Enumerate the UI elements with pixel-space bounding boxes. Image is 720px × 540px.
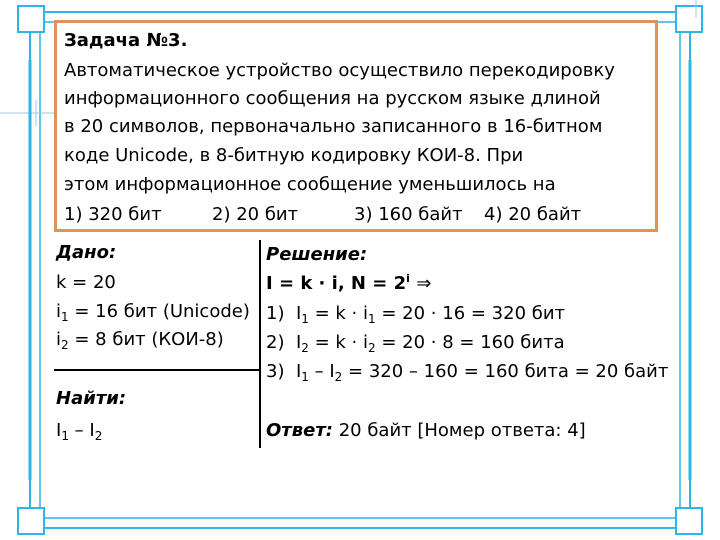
solution-formula: I = k · i, $N = 2^i$ ⇒ <box>266 272 432 294</box>
answer-text: 20 байт [Номер ответа: 4] <box>332 420 586 441</box>
given-k: k = 20 <box>56 272 116 293</box>
given-heading: Дано: <box>56 242 117 263</box>
task-line-5: этом информационное сообщение уменьшилось на <box>64 174 556 195</box>
task-title: Задача №3. <box>64 30 188 51</box>
given-i2: $i_2 = 8$ бит (КОИ-8) <box>56 329 224 352</box>
answer <box>266 420 586 441</box>
corner-ornament-tl <box>18 6 44 32</box>
solution-step-3: 3) $I_1 - I_2 = 320 - 160 = 160$ бита = 20 байт <box>266 361 669 384</box>
solution-step-1: 1) $I_1 = k \cdot i_1 = 20 \cdot 16 = 320$ бит <box>266 303 566 326</box>
corner-ornament-br <box>676 508 702 534</box>
solution-heading: Решение: <box>266 244 368 265</box>
option-4: 4) 20 байт <box>484 204 582 225</box>
find-expression: $I_1 - I_2$ <box>56 420 103 443</box>
corner-ornament-tr <box>676 6 702 32</box>
task-line-4: коде Unicode, в 8-битную кодировку КОИ-8. При <box>64 145 524 166</box>
option-3: 3) 160 байт <box>354 204 463 225</box>
solution-step-2: 2) $I_2 = k \cdot i_2 = 20 \cdot 8 = 160$ бита <box>266 332 565 355</box>
given-i1: $i_1 = 16$ бит (Unicode) <box>56 301 250 324</box>
answer-label: Ответ: <box>266 420 333 441</box>
corner-ornament-bl <box>18 508 44 534</box>
task-line-1: Автоматическое устройство осуществило перекодировку <box>64 60 615 81</box>
task-line-2: информационного сообщения на русском языке длиной <box>64 88 601 109</box>
option-1: 1) 320 бит <box>64 204 162 225</box>
option-2: 2) 20 бит <box>212 204 299 225</box>
find-heading: Найти: <box>56 388 127 409</box>
task-line-3: в 20 символов, первоначально записанного в 16-битном <box>64 116 603 137</box>
horizontal-divider <box>54 369 260 371</box>
vertical-divider <box>259 240 261 448</box>
